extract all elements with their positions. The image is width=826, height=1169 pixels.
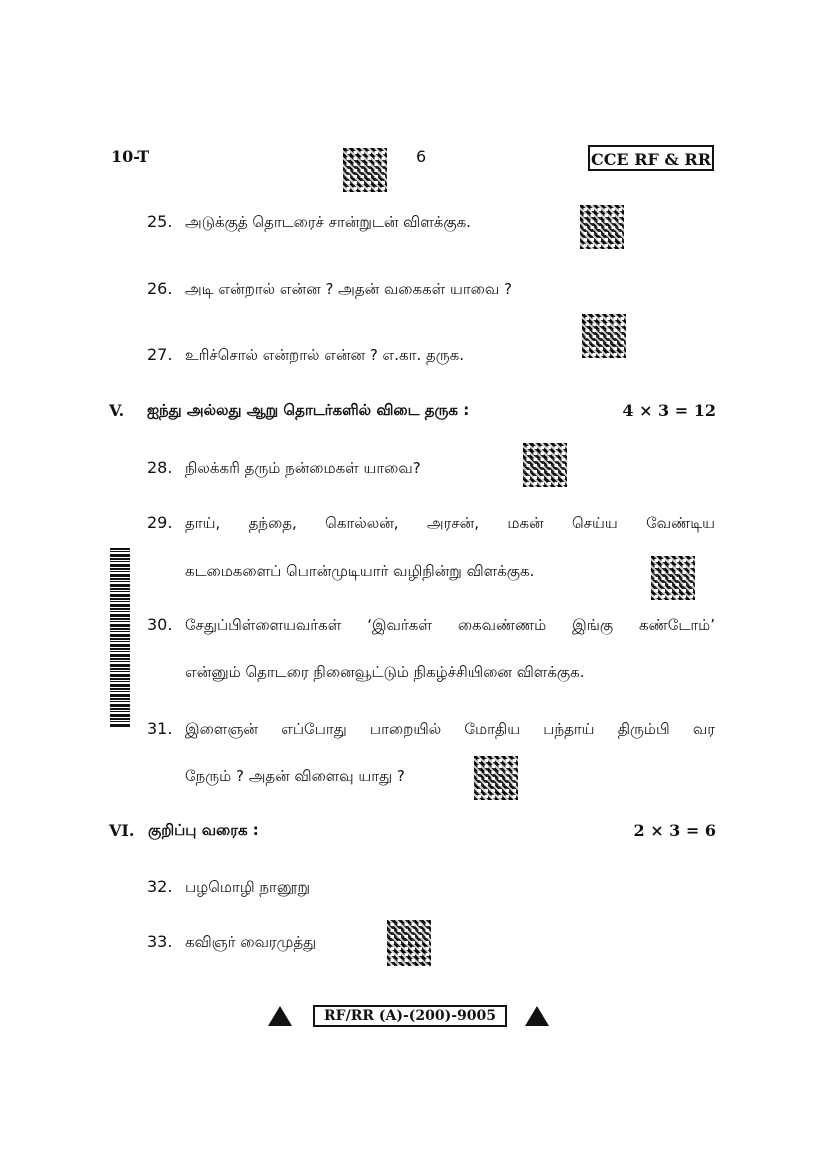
triangle-right-icon: [525, 1006, 549, 1026]
footer-code: RF/RR (A)-(200)-9005: [313, 1005, 507, 1027]
paper-code: 10-T: [111, 147, 150, 166]
question-number: 27.: [147, 345, 173, 364]
question-number: 30.: [147, 615, 173, 634]
qr-code: [474, 756, 518, 800]
barcode-image: [110, 548, 130, 728]
question-text-line: இளைஞன் எப்போது பாறையில் மோதிய பந்தாய் திரும்பி வர: [185, 720, 715, 738]
question-text: உரிச்சொல் என்றால் என்ன ? எ.கா. தருக.: [185, 346, 465, 364]
qr-code: [580, 205, 624, 249]
section-marks: 4 × 3 = 12: [622, 401, 716, 420]
question-text-line: கடமைகளைப் பொன்முடியார் வழிநின்று விளக்குக.: [185, 562, 535, 580]
section-marks: 2 × 3 = 6: [633, 821, 716, 840]
question-text-line: தாய், தந்தை, கொல்லன், அரசன், மகன் செய்ய வேண்டிய: [185, 514, 715, 532]
question-number: 31.: [147, 719, 173, 738]
question-number: 33.: [147, 932, 173, 951]
triangle-left-icon: [268, 1006, 292, 1026]
question-text: கவிஞர் வைரமுத்து: [185, 933, 317, 951]
question-text: நிலக்கரி தரும் நன்மைகள் யாவை?: [185, 459, 421, 477]
section-label: V.: [109, 401, 125, 420]
page-number: 6: [416, 147, 427, 166]
exam-tag: CCE RF & RR: [588, 145, 714, 171]
qr-code: [523, 443, 567, 487]
question-number: 28.: [147, 458, 173, 477]
question-text-line: நேரும் ? அதன் விளைவு யாது ?: [185, 767, 405, 785]
question-text-line: சேதுப்பிள்ளையவர்கள் ‘இவர்கள் கைவண்ணம் இங்கு கண்டோம்’: [185, 616, 715, 634]
question-text: அடுக்குத் தொடரைச் சான்றுடன் விளக்குக.: [185, 213, 471, 231]
qr-code: [387, 920, 431, 966]
question-number: 26.: [147, 279, 173, 298]
question-text: அடி என்றால் என்ன ? அதன் வகைகள் யாவை ?: [185, 280, 512, 298]
section-title: ஐந்து அல்லது ஆறு தொடர்களில் விடை தருக :: [147, 401, 470, 419]
qr-code-header: [343, 148, 387, 192]
question-text: பழமொழி நானூறு: [185, 878, 311, 896]
qr-code: [582, 314, 626, 358]
question-text-line: என்னும் தொடரை நினைவூட்டும் நிகழ்ச்சியினை விளக்குக.: [185, 663, 585, 681]
qr-code: [651, 556, 695, 600]
section-label: VI.: [109, 821, 135, 840]
question-number: 32.: [147, 877, 173, 896]
question-number: 29.: [147, 513, 173, 532]
section-title: குறிப்பு வரைக :: [148, 821, 259, 839]
question-number: 25.: [147, 212, 173, 231]
